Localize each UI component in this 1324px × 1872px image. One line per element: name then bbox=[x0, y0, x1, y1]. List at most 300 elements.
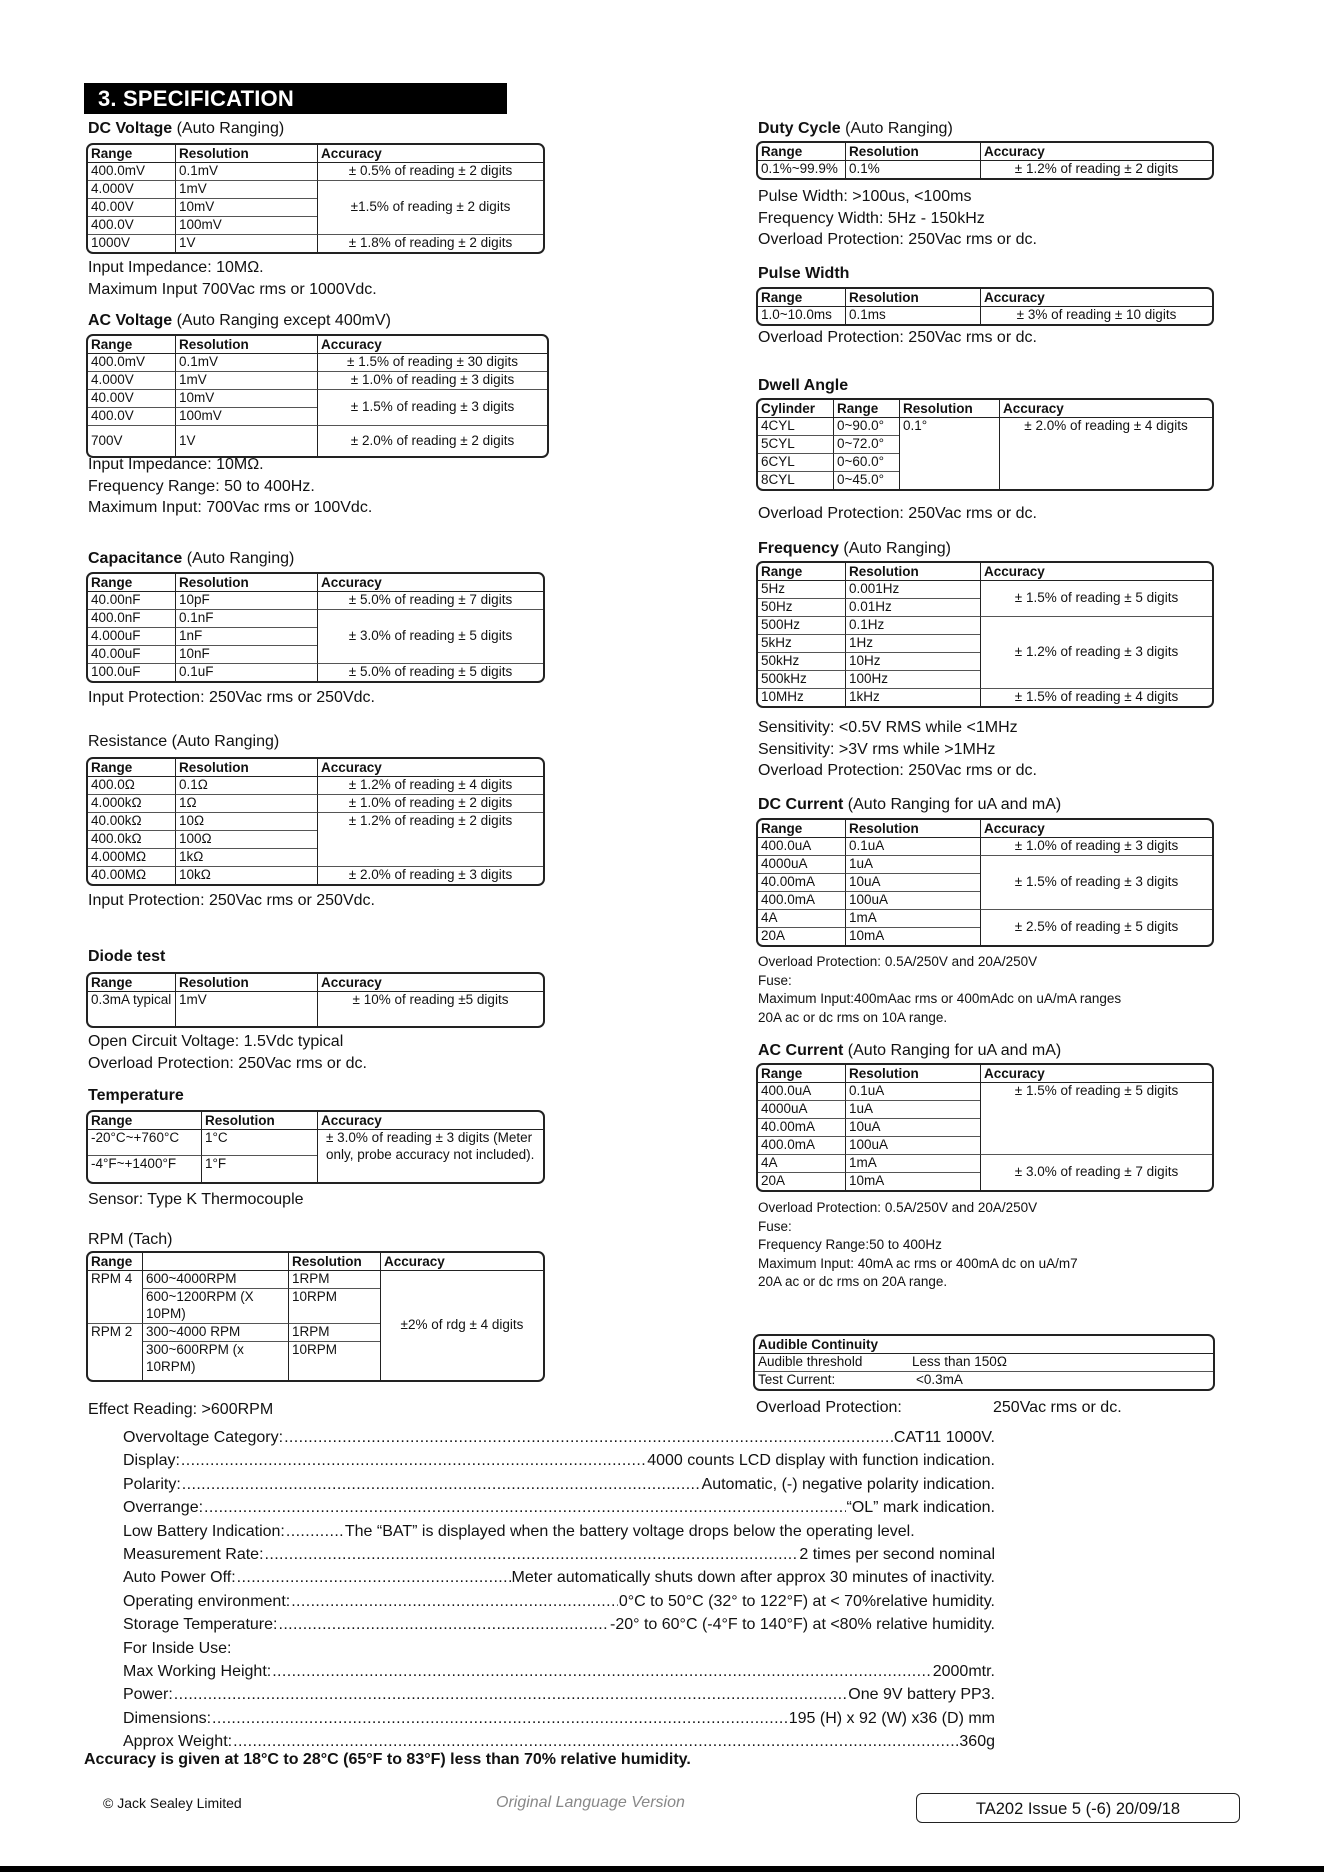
table-cell: 10mV bbox=[175, 198, 317, 216]
table-cell: 0.1uF bbox=[175, 663, 317, 681]
table-cell: 10mA bbox=[845, 927, 980, 945]
table-cell: 4A bbox=[758, 1154, 845, 1172]
table-header-row bbox=[88, 1253, 543, 1271]
table-row bbox=[88, 609, 543, 627]
table-cell: ± 1.5% of reading ± 5 digits bbox=[980, 581, 1212, 616]
table-cell: 0.1mV bbox=[175, 354, 317, 371]
table-cell: 400.0V bbox=[88, 216, 175, 234]
table-header-cell: Range bbox=[758, 289, 845, 307]
table-row bbox=[758, 581, 1212, 598]
leader-dots bbox=[233, 1730, 958, 1753]
language-version: Original Language Version bbox=[496, 1794, 685, 1811]
table-cell: 4.000MΩ bbox=[88, 848, 175, 866]
title-text: AC Current bbox=[758, 1042, 844, 1059]
spec-row bbox=[123, 1683, 995, 1706]
table-header-cell: Range bbox=[758, 563, 845, 581]
table-header-row bbox=[758, 289, 1212, 307]
table-row bbox=[88, 163, 543, 180]
spec-label: Display: bbox=[123, 1452, 180, 1470]
header-accuracy: Accuracy bbox=[317, 145, 543, 163]
spec-row bbox=[123, 1520, 995, 1543]
spec-label: Storage Temperature: bbox=[123, 1616, 278, 1634]
table-header-cell: Accuracy bbox=[999, 400, 1212, 418]
table-cell: 400.0kΩ bbox=[88, 830, 175, 848]
dc-voltage-notes bbox=[88, 257, 377, 300]
table-header-row bbox=[88, 1112, 543, 1130]
table-cell: 1mV bbox=[175, 180, 317, 198]
spec-row bbox=[123, 1566, 995, 1589]
table-cell: 40.00kΩ bbox=[88, 812, 175, 830]
table-cell: 1.0~10.0ms bbox=[761, 307, 832, 322]
leader-dots bbox=[237, 1566, 511, 1589]
table-cell: 0.1Hz bbox=[845, 616, 980, 634]
table-cell: 0.001Hz bbox=[845, 581, 980, 598]
table-header-cell: Range bbox=[88, 974, 175, 992]
ac-voltage-notes bbox=[88, 454, 372, 519]
table-cell: 100uA bbox=[845, 1136, 980, 1154]
capacitance-notes bbox=[88, 687, 375, 709]
note-line: 20A ac or dc rms on 20A range. bbox=[758, 1274, 948, 1289]
temperature-title: Temperature bbox=[88, 1087, 184, 1104]
table-cell: 1mA bbox=[845, 909, 980, 927]
table-row bbox=[758, 1154, 1212, 1172]
table-cell: 400.0V bbox=[88, 407, 175, 425]
table-header-row bbox=[88, 336, 547, 354]
ac-voltage-title bbox=[88, 312, 391, 330]
spec-value: Meter automatically shuts down after approx 30 minutes of inactivity. bbox=[511, 1569, 995, 1587]
table-cell: 0~72.0° bbox=[833, 435, 899, 453]
table-cell: 100Ω bbox=[175, 830, 317, 848]
table-cell: 20A bbox=[758, 1172, 845, 1190]
table-row bbox=[758, 1083, 1212, 1100]
diode-test-title: Diode test bbox=[88, 948, 166, 965]
table-row bbox=[88, 777, 543, 794]
table-header-cell: Range bbox=[88, 574, 175, 592]
table-header-row bbox=[758, 1065, 1212, 1083]
table-row bbox=[758, 418, 1212, 435]
spec-value: The “BAT” is displayed when the battery voltage drops below the operating level. bbox=[344, 1522, 915, 1540]
table-row bbox=[88, 592, 543, 609]
issue-box: TA202 Issue 5 (-6) 20/09/18 bbox=[916, 1793, 1240, 1823]
table-cell: RPM 4 bbox=[91, 1271, 133, 1286]
note-line: Maximum Input 700Vac rms or 1000Vdc. bbox=[88, 280, 377, 298]
table-header-cell: Accuracy bbox=[380, 1253, 543, 1271]
table-cell: 40.00mA bbox=[758, 1118, 845, 1136]
table-header-cell: Range bbox=[88, 336, 175, 354]
pulse-width-table bbox=[756, 287, 1214, 326]
note-line: Input Impedance: 10MΩ. bbox=[88, 456, 264, 473]
table-row bbox=[88, 1271, 543, 1288]
table-cell: ± 1.0% of reading ± 2 digits bbox=[317, 794, 543, 812]
note-line: Maximum Input: 700Vac rms or 100Vdc. bbox=[88, 499, 373, 516]
table-cell: Less than 150Ω bbox=[912, 1354, 1007, 1369]
frequency-notes bbox=[758, 717, 1037, 782]
resistance-notes bbox=[88, 890, 375, 912]
table-cell: 20A bbox=[758, 927, 845, 945]
table-cell: ± 2.0% of reading ± 3 digits bbox=[317, 866, 543, 884]
table-cell: ± 1.5% of reading ± 3 digits bbox=[980, 855, 1212, 909]
table-cell: 400.0mA bbox=[758, 1136, 845, 1154]
copyright: © Jack Sealey Limited bbox=[103, 1795, 242, 1811]
table-header-cell: Resolution bbox=[899, 400, 999, 418]
spec-value: 0°C to 50°C (32° to 122°F) at < 70%relative humidity. bbox=[618, 1592, 995, 1610]
note-line: Frequency Range:50 to 400Hz bbox=[758, 1237, 942, 1252]
table-cell: 100.0uF bbox=[88, 663, 175, 681]
table-row bbox=[88, 812, 543, 830]
table-cell: ±2% of rdg ± 4 digits bbox=[380, 1271, 543, 1380]
table-header-cell: Resolution bbox=[845, 563, 980, 581]
table-cell: 40.00nF bbox=[91, 592, 141, 607]
title-text: DC Voltage bbox=[88, 120, 173, 137]
table-cell: 4.000uF bbox=[88, 627, 175, 645]
table-header-cell: Cylinder bbox=[758, 400, 833, 418]
spec-row bbox=[123, 1590, 995, 1613]
note-line: 20A ac or dc rms on 10A range. bbox=[758, 1009, 948, 1025]
title-text: (Auto Ranging for uA and mA) bbox=[843, 796, 1062, 813]
table-header-cell: Range bbox=[88, 1253, 142, 1271]
table-cell: 40.00V bbox=[88, 389, 175, 407]
table-cell: 8CYL bbox=[758, 471, 833, 489]
table-cell: 600~4000RPM bbox=[142, 1271, 288, 1288]
table-cell: 10uA bbox=[845, 1118, 980, 1136]
title-text: Duty Cycle bbox=[758, 120, 841, 137]
table-cell: 300~600RPM (x 10RPM) bbox=[142, 1341, 288, 1380]
rpm-title: RPM (Tach) bbox=[88, 1231, 173, 1248]
table-cell: 10RPM bbox=[288, 1288, 380, 1323]
note-line: Maximum Input:400mAac rms or 400mAdc on uA/mA ranges bbox=[758, 991, 1122, 1006]
note-line: Sensor: Type K Thermocouple bbox=[88, 1191, 304, 1208]
table-row bbox=[88, 794, 543, 812]
title-text: (Auto Ranging except 400mV) bbox=[172, 312, 391, 329]
audible-continuity-table bbox=[753, 1334, 1215, 1391]
continuity-overload-label: Overload Protection: bbox=[756, 1399, 902, 1416]
table-cell: 1nF bbox=[175, 627, 317, 645]
table-cell: ± 3.0% of reading ± 5 digits bbox=[317, 609, 543, 663]
table-row bbox=[755, 1371, 1213, 1389]
table-cell: 600~1200RPM (X 10PM) bbox=[142, 1288, 288, 1323]
spec-row bbox=[123, 1496, 995, 1519]
table-header-cell: Accuracy bbox=[980, 820, 1212, 838]
title-text: Capacitance bbox=[88, 550, 183, 567]
note-line: Input Protection: 250Vac rms or 250Vdc. bbox=[88, 892, 375, 909]
leader-dots bbox=[291, 1590, 618, 1613]
table-cell: 6CYL bbox=[758, 453, 833, 471]
table-header-row bbox=[88, 974, 543, 992]
table-row bbox=[758, 616, 1212, 634]
table-header-cell: Accuracy bbox=[980, 1065, 1212, 1083]
table-cell: 10uA bbox=[845, 873, 980, 891]
dc-voltage-title bbox=[88, 120, 284, 138]
table-cell: 1RPM bbox=[288, 1271, 380, 1288]
table-cell: 400.0nF bbox=[88, 609, 175, 627]
table-header-cell: Accuracy bbox=[317, 336, 547, 354]
table-cell: 400.0Ω bbox=[91, 777, 135, 792]
table-header-row bbox=[88, 574, 543, 592]
table-header-cell: Range bbox=[758, 1065, 845, 1083]
table-header-row bbox=[758, 400, 1212, 418]
ac-current-notes bbox=[758, 1199, 1078, 1292]
spec-value: “OL” mark indication. bbox=[846, 1499, 995, 1517]
table-cell: 0.1mV bbox=[175, 163, 317, 180]
table-cell: 0.1uA bbox=[845, 1083, 980, 1100]
table-cell: 1kΩ bbox=[175, 848, 317, 866]
capacitance-title bbox=[88, 550, 294, 568]
table-cell: 5Hz bbox=[761, 581, 786, 596]
table-cell: ± 1.0% of reading ± 3 digits bbox=[317, 371, 547, 389]
table-cell: 40.00mA bbox=[758, 873, 845, 891]
spec-row bbox=[123, 1613, 995, 1636]
table-cell: ± 1.5% of reading ± 3 digits bbox=[317, 389, 547, 425]
table-header-row bbox=[88, 759, 543, 777]
table-cell: 400.0uA bbox=[761, 1083, 812, 1098]
table-cell: 1°F bbox=[201, 1155, 317, 1182]
table-row bbox=[758, 161, 1212, 178]
temperature-table bbox=[86, 1110, 545, 1184]
note-line: Overload Protection: 250Vac rms or dc. bbox=[758, 231, 1037, 248]
title-text: (Auto Ranging for uA and mA) bbox=[843, 1042, 1062, 1059]
table-cell: ± 1.5% of reading ± 5 digits bbox=[980, 1083, 1212, 1100]
table-cell: 4CYL bbox=[761, 418, 795, 433]
table-header-cell: Accuracy bbox=[317, 974, 543, 992]
table-cell: 10Hz bbox=[845, 652, 980, 670]
table-header-cell: Resolution bbox=[288, 1253, 380, 1271]
table-cell: 10mA bbox=[845, 1172, 980, 1190]
table-row bbox=[88, 371, 547, 389]
spec-row bbox=[123, 1730, 995, 1753]
table-header-cell: Resolution bbox=[175, 336, 317, 354]
table-cell: ± 0.5% of reading ± 2 digits bbox=[317, 163, 543, 180]
table-cell: 0.1uA bbox=[845, 838, 980, 855]
table-cell: 400.0mA bbox=[758, 891, 845, 909]
table-cell: 100uA bbox=[845, 891, 980, 909]
table-cell: <0.3mA bbox=[907, 1371, 1213, 1389]
table-header-row bbox=[758, 820, 1212, 838]
table-cell: 4.000V bbox=[88, 371, 175, 389]
table-header-cell: Accuracy bbox=[317, 574, 543, 592]
table-cell: ± 1.5% of reading ± 30 digits bbox=[317, 354, 547, 371]
table-cell: 10pF bbox=[175, 592, 317, 609]
table-row bbox=[88, 1130, 543, 1155]
table-header-cell: Accuracy bbox=[980, 143, 1212, 161]
table-cell: 1uA bbox=[845, 855, 980, 873]
leader-dots bbox=[278, 1613, 609, 1636]
table-cell: -20°C~+760°C bbox=[91, 1130, 180, 1145]
table-row bbox=[758, 307, 1212, 324]
accuracy-note: Accuracy is given at 18°C to 28°C (65°F to 83°F) less than 70% relative humidity. bbox=[84, 1751, 691, 1768]
table-header-cell: Resolution bbox=[845, 289, 980, 307]
table-cell: 1Hz bbox=[845, 634, 980, 652]
table-header-cell: Range bbox=[758, 143, 845, 161]
table-cell bbox=[88, 1341, 142, 1380]
frequency-table bbox=[756, 561, 1214, 708]
table-cell: 5CYL bbox=[758, 435, 833, 453]
note-line: Overload Protection: 0.5A/250V and 20A/250V bbox=[758, 954, 1038, 969]
spec-value: CAT11 1000V. bbox=[893, 1429, 995, 1446]
table-cell: 0~60.0° bbox=[833, 453, 899, 471]
section-heading: 3. SPECIFICATION bbox=[84, 83, 507, 114]
table-cell: 5kHz bbox=[758, 634, 845, 652]
table-header-cell: Accuracy bbox=[317, 1112, 543, 1130]
table-row bbox=[88, 425, 547, 456]
diode-test-table bbox=[86, 972, 545, 1028]
general-specs bbox=[123, 1426, 995, 1753]
title-text: (Auto Ranging) bbox=[182, 550, 295, 567]
leader-dots bbox=[212, 1707, 788, 1730]
table-cell: 700V bbox=[88, 425, 175, 456]
leader-dots bbox=[286, 1520, 344, 1543]
table-cell: 10kΩ bbox=[175, 866, 317, 884]
note-line: Fuse: bbox=[758, 972, 792, 988]
table-cell: 1Ω bbox=[175, 794, 317, 812]
table-cell: ± 3% of reading ± 10 digits bbox=[980, 307, 1212, 324]
table-cell: 1V bbox=[175, 234, 317, 252]
table-cell: 4.000kΩ bbox=[88, 794, 175, 812]
ac-current-title bbox=[758, 1042, 1061, 1060]
spec-label: For Inside Use: bbox=[123, 1639, 232, 1657]
table-cell: 50Hz bbox=[758, 598, 845, 616]
title-text: Resistance bbox=[88, 733, 168, 750]
spec-value: 4000 counts LCD display with function indication. bbox=[647, 1452, 995, 1470]
table-cell: ± 10% of reading ±5 digits bbox=[317, 992, 543, 1026]
leader-dots bbox=[204, 1496, 845, 1519]
table-cell: 1mA bbox=[845, 1154, 980, 1172]
table-header-row bbox=[88, 145, 543, 163]
note-line: Pulse Width: >100us, <100ms bbox=[758, 188, 972, 205]
title-text: (Auto Ranging) bbox=[838, 540, 951, 557]
leader-dots bbox=[181, 1449, 646, 1472]
dc-current-table bbox=[756, 818, 1214, 947]
table-cell: ± 1.2% of reading ± 2 digits bbox=[980, 161, 1212, 178]
spec-row bbox=[123, 1473, 995, 1496]
spec-value: 2000mtr. bbox=[932, 1662, 995, 1680]
note-line: Effect Reading: >600RPM bbox=[88, 1401, 274, 1418]
table-cell: ± 5.0% of reading ± 5 digits bbox=[317, 663, 543, 681]
spec-value: 360g bbox=[959, 1733, 995, 1751]
table-cell: Audible threshold bbox=[758, 1354, 863, 1369]
table-header-cell: Audible Continuity bbox=[755, 1336, 1213, 1354]
table-row bbox=[88, 234, 543, 252]
rpm-table bbox=[86, 1251, 545, 1382]
table-header-cell: Resolution bbox=[175, 974, 317, 992]
title-text: AC Voltage bbox=[88, 312, 173, 329]
table-row bbox=[88, 663, 543, 681]
table-cell: ± 5.0% of reading ± 7 digits bbox=[317, 592, 543, 609]
table-cell: 50kHz bbox=[758, 652, 845, 670]
table-header-cell: Range bbox=[833, 400, 899, 418]
dc-current-notes bbox=[758, 953, 1121, 1027]
table-cell: 4000uA bbox=[758, 1100, 845, 1118]
table-header-row bbox=[755, 1336, 1213, 1354]
dc-voltage-table bbox=[86, 143, 545, 254]
table-header-cell: Resolution bbox=[845, 143, 980, 161]
resistance-table bbox=[86, 757, 545, 886]
temperature-notes bbox=[88, 1189, 304, 1211]
table-cell: 1kHz bbox=[845, 688, 980, 706]
spec-label: Power: bbox=[123, 1686, 173, 1704]
table-cell: 0.1%~99.9% bbox=[761, 161, 838, 176]
table-cell: 100Hz bbox=[845, 670, 980, 688]
spec-row bbox=[123, 1449, 995, 1472]
table-cell: 1000V bbox=[88, 234, 175, 252]
diode-test-notes bbox=[88, 1031, 367, 1074]
table-row bbox=[758, 1100, 1212, 1118]
duty-cycle-title bbox=[758, 120, 953, 138]
table-header-cell bbox=[142, 1253, 288, 1271]
table-cell bbox=[980, 1100, 1212, 1154]
table-cell: 0.1% bbox=[845, 161, 980, 178]
table-cell: 10Ω bbox=[175, 812, 317, 830]
table-header-cell: Resolution bbox=[175, 574, 317, 592]
table-row bbox=[88, 992, 543, 1026]
table-cell: 100mV bbox=[175, 407, 317, 425]
continuity-overload-value: 250Vac rms or dc. bbox=[993, 1399, 1122, 1416]
resistance-title bbox=[88, 731, 279, 753]
spec-label: Dimensions: bbox=[123, 1709, 212, 1727]
table-cell: ± 1.0% of reading ± 3 digits bbox=[980, 838, 1212, 855]
table-cell: 1RPM bbox=[288, 1323, 380, 1341]
table-header-cell: Accuracy bbox=[317, 759, 543, 777]
table-cell: ±1.5% of reading ± 2 digits bbox=[317, 180, 543, 234]
spec-label: Measurement Rate: bbox=[123, 1545, 264, 1563]
spec-row bbox=[123, 1426, 995, 1449]
table-cell: ± 2.0% of reading ± 2 digits bbox=[317, 425, 547, 456]
table-cell: ± 1.8% of reading ± 2 digits bbox=[317, 234, 543, 252]
capacitance-table bbox=[86, 572, 545, 683]
table-row bbox=[88, 180, 543, 198]
pulse-width-title: Pulse Width bbox=[758, 265, 850, 282]
table-header-cell: Accuracy bbox=[980, 563, 1212, 581]
table-row bbox=[88, 389, 547, 407]
note-line: Open Circuit Voltage: 1.5Vdc typical bbox=[88, 1033, 344, 1050]
table-row bbox=[88, 354, 547, 371]
table-header-cell: Resolution bbox=[201, 1112, 317, 1130]
note-line: Input Impedance: 10MΩ. bbox=[88, 259, 264, 276]
table-cell: ± 2.5% of reading ± 5 digits bbox=[980, 909, 1212, 945]
ac-voltage-table bbox=[86, 334, 549, 458]
spec-value: One 9V battery PP3. bbox=[848, 1686, 995, 1704]
spec-label: Auto Power Off: bbox=[123, 1569, 236, 1587]
table-cell: 400.0uA bbox=[761, 838, 812, 853]
table-cell: 0.1° bbox=[899, 418, 999, 489]
header-resolution: Resolution bbox=[175, 145, 317, 163]
duty-cycle-table bbox=[756, 141, 1214, 180]
table-header-cell: Resolution bbox=[175, 759, 317, 777]
table-cell: 400.0mV bbox=[91, 354, 146, 369]
title-text: (Auto Ranging) bbox=[167, 733, 280, 750]
table-cell: 1V bbox=[175, 425, 317, 456]
table-cell: 0~45.0° bbox=[833, 471, 899, 489]
table-header-cell: Range bbox=[758, 820, 845, 838]
table-cell: ± 3.0% of reading ± 7 digits bbox=[980, 1154, 1212, 1190]
table-header-cell: Range bbox=[88, 759, 175, 777]
leader-dots bbox=[265, 1543, 799, 1566]
table-cell: 4.000V bbox=[88, 180, 175, 198]
table-cell: ± 1.2% of reading ± 3 digits bbox=[980, 616, 1212, 688]
table-cell: 10nF bbox=[175, 645, 317, 663]
table-cell: 10mV bbox=[175, 389, 317, 407]
leader-dots bbox=[284, 1426, 893, 1449]
note-line: Overload Protection: 250Vac rms or dc. bbox=[758, 329, 1037, 346]
spec-row bbox=[123, 1637, 995, 1660]
note-line: Overload Protection: 0.5A/250V and 20A/250V bbox=[758, 1200, 1038, 1215]
spec-label: Low Battery Indication: bbox=[123, 1522, 285, 1540]
spec-value: 195 (H) x 92 (W) x36 (D) mm bbox=[788, 1709, 995, 1727]
spec-value: -20° to 60°C (-4°F to 140°F) at <80% relative humidity. bbox=[609, 1616, 995, 1634]
table-row bbox=[88, 866, 543, 884]
note-line: Overload Protection: 250Vac rms or dc. bbox=[758, 762, 1037, 779]
note-line: Overload Protection: 250Vac rms or dc. bbox=[758, 505, 1037, 522]
note-line: Sensitivity: <0.5V RMS while <1MHz bbox=[758, 719, 1018, 736]
